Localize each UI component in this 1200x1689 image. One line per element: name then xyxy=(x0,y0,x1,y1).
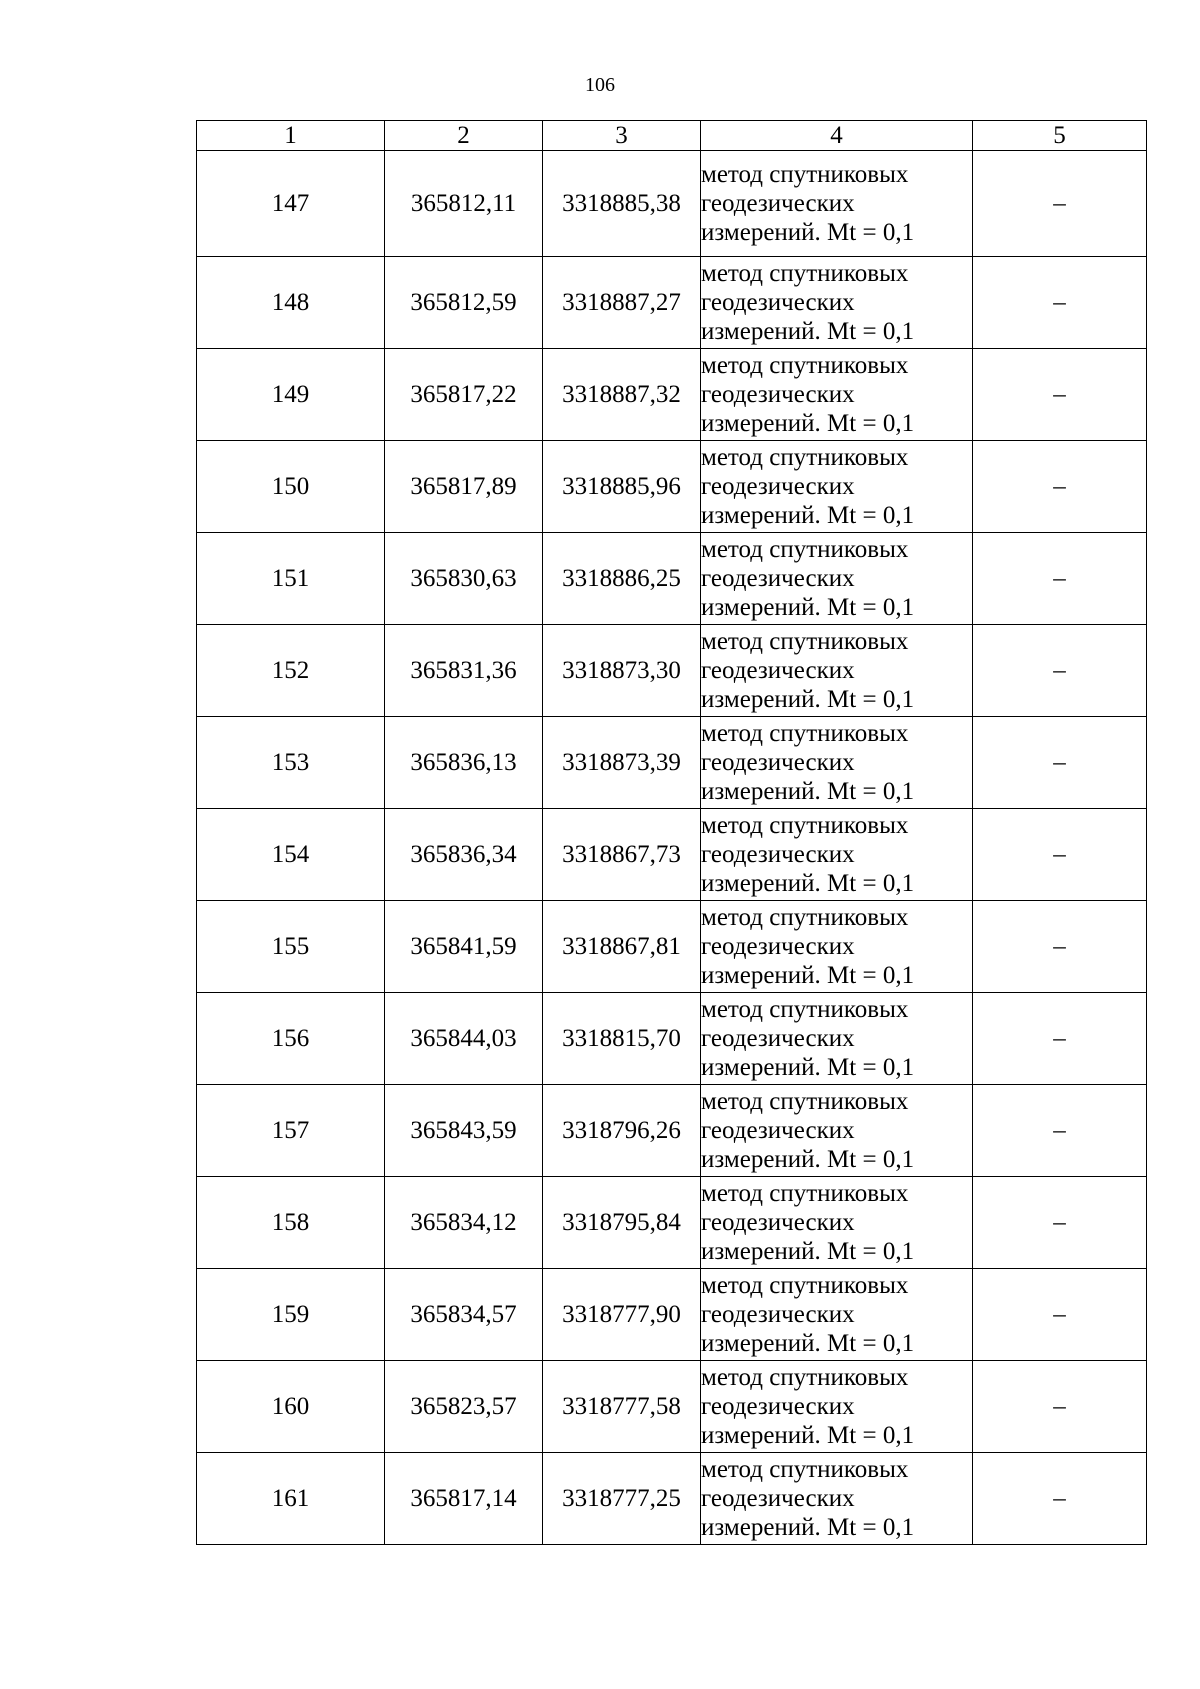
method-description xyxy=(701,1085,973,1177)
method-description xyxy=(701,151,973,257)
method-line-2: геодезических xyxy=(701,473,855,500)
table-row xyxy=(197,1269,1147,1361)
note-cell: – xyxy=(973,717,1147,809)
table-body xyxy=(197,151,1147,1545)
method-line-2: геодезических xyxy=(701,749,855,776)
method-line-2: геодезических xyxy=(701,933,855,960)
method-line-3: измерений. Mt = 0,1 xyxy=(701,594,915,621)
method-description xyxy=(701,809,973,901)
coordinate-x: 365817,89 xyxy=(385,441,543,533)
method-line-2: геодезических xyxy=(701,190,855,217)
method-line-3: измерений. Mt = 0,1 xyxy=(701,502,915,529)
coordinate-x: 365836,13 xyxy=(385,717,543,809)
method-line-1: метод спутниковых xyxy=(701,1456,909,1483)
note-cell: – xyxy=(973,625,1147,717)
method-description xyxy=(701,625,973,717)
method-line-3: измерений. Mt = 0,1 xyxy=(701,1238,915,1265)
header-cell-5: 5 xyxy=(973,121,1147,151)
point-number: 155 xyxy=(197,901,385,993)
method-line-3: измерений. Mt = 0,1 xyxy=(701,410,915,437)
table-row xyxy=(197,809,1147,901)
coordinate-y: 3318873,39 xyxy=(543,717,701,809)
method-line-2: геодезических xyxy=(701,841,855,868)
point-number: 153 xyxy=(197,717,385,809)
coordinate-y: 3318887,27 xyxy=(543,257,701,349)
coordinate-x: 365812,11 xyxy=(385,151,543,257)
note-cell: – xyxy=(973,809,1147,901)
table-row xyxy=(197,441,1147,533)
method-line-1: метод спутниковых xyxy=(701,720,909,747)
method-line-3: измерений. Mt = 0,1 xyxy=(701,1422,915,1449)
method-description xyxy=(701,533,973,625)
method-description xyxy=(701,993,973,1085)
point-number: 151 xyxy=(197,533,385,625)
method-line-2: геодезических xyxy=(701,1485,855,1512)
method-description xyxy=(701,1453,973,1545)
method-line-3: измерений. Mt = 0,1 xyxy=(701,778,915,805)
coordinate-x: 365841,59 xyxy=(385,901,543,993)
point-number: 148 xyxy=(197,257,385,349)
method-line-2: геодезических xyxy=(701,381,855,408)
coordinate-x: 365836,34 xyxy=(385,809,543,901)
coordinate-x: 365843,59 xyxy=(385,1085,543,1177)
method-line-1: метод спутниковых xyxy=(701,444,909,471)
note-cell: – xyxy=(973,1361,1147,1453)
note-cell: – xyxy=(973,257,1147,349)
coordinate-y: 3318815,70 xyxy=(543,993,701,1085)
method-line-1: метод спутниковых xyxy=(701,260,909,287)
coordinate-x: 365834,12 xyxy=(385,1177,543,1269)
method-description xyxy=(701,1177,973,1269)
note-cell: – xyxy=(973,1085,1147,1177)
method-line-3: измерений. Mt = 0,1 xyxy=(701,870,915,897)
coordinate-x: 365823,57 xyxy=(385,1361,543,1453)
method-description xyxy=(701,717,973,809)
page-number: 106 xyxy=(585,74,615,96)
method-description xyxy=(701,257,973,349)
method-line-3: измерений. Mt = 0,1 xyxy=(701,686,915,713)
note-cell: – xyxy=(973,993,1147,1085)
note-cell: – xyxy=(973,151,1147,257)
method-description xyxy=(701,441,973,533)
coordinate-x: 365831,36 xyxy=(385,625,543,717)
coordinate-y: 3318867,73 xyxy=(543,809,701,901)
coordinate-x: 365844,03 xyxy=(385,993,543,1085)
note-cell: – xyxy=(973,349,1147,441)
coordinate-y: 3318795,84 xyxy=(543,1177,701,1269)
table-row xyxy=(197,1453,1147,1545)
table-row xyxy=(197,1361,1147,1453)
method-description xyxy=(701,901,973,993)
coordinate-y: 3318885,38 xyxy=(543,151,701,257)
method-line-1: метод спутниковых xyxy=(701,904,909,931)
header-cell-2: 2 xyxy=(385,121,543,151)
note-cell: – xyxy=(973,1269,1147,1361)
coordinate-x: 365817,14 xyxy=(385,1453,543,1545)
method-line-2: геодезических xyxy=(701,657,855,684)
header-row xyxy=(197,121,1147,151)
method-line-3: измерений. Mt = 0,1 xyxy=(701,1054,915,1081)
method-line-2: геодезических xyxy=(701,1117,855,1144)
point-number: 150 xyxy=(197,441,385,533)
coordinate-y: 3318777,25 xyxy=(543,1453,701,1545)
table-row xyxy=(197,1085,1147,1177)
point-number: 157 xyxy=(197,1085,385,1177)
method-line-2: геодезических xyxy=(701,1209,855,1236)
method-line-1: метод спутниковых xyxy=(701,1088,909,1115)
method-line-1: метод спутниковых xyxy=(701,161,909,188)
coordinate-x: 365834,57 xyxy=(385,1269,543,1361)
method-line-3: измерений. Mt = 0,1 xyxy=(701,219,915,246)
method-line-3: измерений. Mt = 0,1 xyxy=(701,1330,915,1357)
method-line-1: метод спутниковых xyxy=(701,536,909,563)
method-line-3: измерений. Mt = 0,1 xyxy=(701,962,915,989)
coordinate-y: 3318873,30 xyxy=(543,625,701,717)
header-cell-1: 1 xyxy=(197,121,385,151)
header-cell-4: 4 xyxy=(701,121,973,151)
coordinate-y: 3318886,25 xyxy=(543,533,701,625)
method-line-1: метод спутниковых xyxy=(701,352,909,379)
note-cell: – xyxy=(973,1177,1147,1269)
method-line-2: геодезических xyxy=(701,289,855,316)
point-number: 160 xyxy=(197,1361,385,1453)
method-description xyxy=(701,1361,973,1453)
table-row xyxy=(197,993,1147,1085)
coordinate-y: 3318777,90 xyxy=(543,1269,701,1361)
table-row xyxy=(197,901,1147,993)
point-number: 147 xyxy=(197,151,385,257)
method-description xyxy=(701,1269,973,1361)
point-number: 156 xyxy=(197,993,385,1085)
method-line-2: геодезических xyxy=(701,1025,855,1052)
coordinate-x: 365817,22 xyxy=(385,349,543,441)
table-row xyxy=(197,717,1147,809)
method-description xyxy=(701,349,973,441)
method-line-2: геодезических xyxy=(701,565,855,592)
point-number: 154 xyxy=(197,809,385,901)
table-row xyxy=(197,625,1147,717)
method-line-2: геодезических xyxy=(701,1301,855,1328)
table-row xyxy=(197,257,1147,349)
coordinate-x: 365830,63 xyxy=(385,533,543,625)
method-line-1: метод спутниковых xyxy=(701,628,909,655)
point-number: 161 xyxy=(197,1453,385,1545)
table-row xyxy=(197,151,1147,257)
method-line-1: метод спутниковых xyxy=(701,1180,909,1207)
table-row xyxy=(197,533,1147,625)
note-cell: – xyxy=(973,441,1147,533)
method-line-1: метод спутниковых xyxy=(701,812,909,839)
note-cell: – xyxy=(973,1453,1147,1545)
point-number: 149 xyxy=(197,349,385,441)
coordinate-y: 3318885,96 xyxy=(543,441,701,533)
method-line-3: измерений. Mt = 0,1 xyxy=(701,1146,915,1173)
method-line-3: измерений. Mt = 0,1 xyxy=(701,318,915,345)
method-line-1: метод спутниковых xyxy=(701,1364,909,1391)
coordinate-y: 3318887,32 xyxy=(543,349,701,441)
note-cell: – xyxy=(973,533,1147,625)
coordinates-table xyxy=(196,120,1147,1545)
point-number: 159 xyxy=(197,1269,385,1361)
point-number: 152 xyxy=(197,625,385,717)
table-row xyxy=(197,349,1147,441)
coordinate-x: 365812,59 xyxy=(385,257,543,349)
coordinate-y: 3318796,26 xyxy=(543,1085,701,1177)
method-line-1: метод спутниковых xyxy=(701,996,909,1023)
method-line-3: измерений. Mt = 0,1 xyxy=(701,1514,915,1541)
table-row xyxy=(197,1177,1147,1269)
method-line-1: метод спутниковых xyxy=(701,1272,909,1299)
coordinate-y: 3318867,81 xyxy=(543,901,701,993)
point-number: 158 xyxy=(197,1177,385,1269)
note-cell: – xyxy=(973,901,1147,993)
method-line-2: геодезических xyxy=(701,1393,855,1420)
coordinate-y: 3318777,58 xyxy=(543,1361,701,1453)
header-cell-3: 3 xyxy=(543,121,701,151)
